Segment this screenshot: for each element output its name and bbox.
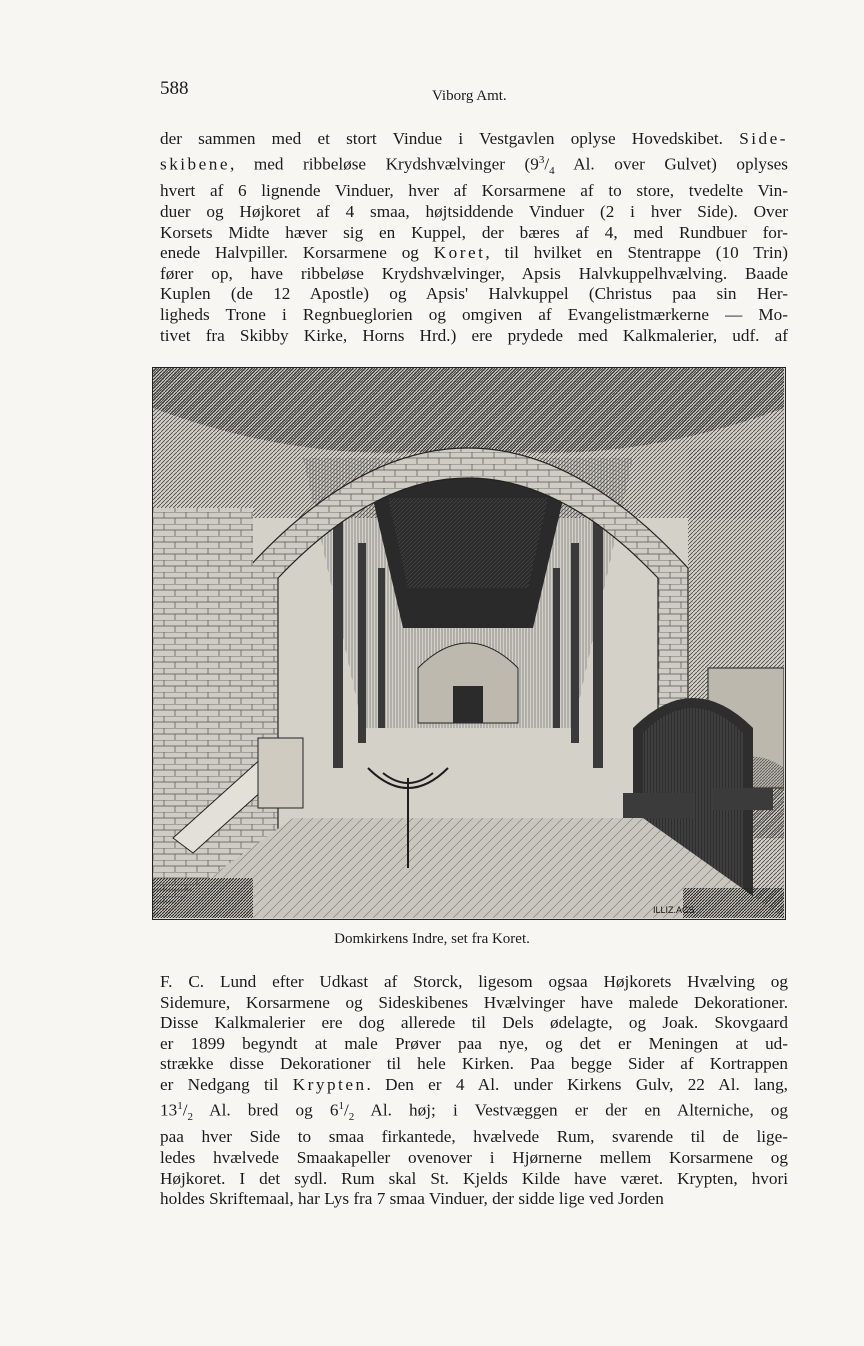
text-line: Disse Kalkmalerier ere dog allerede til Dels ødelagte, og Joak. Skovgaard (160, 1013, 788, 1033)
text-line: duer og Højkoret af 4 smaa, højtsiddende Vinduer (2 i hver Side). Over (160, 201, 788, 221)
page-number: 588 (160, 78, 189, 99)
text-line: paa hver Side to smaa firkantede, hvælvede Rum, svarende til de lige- (160, 1127, 788, 1147)
fraction-numerator: 1 (338, 1099, 344, 1112)
fraction-slash: / (544, 154, 550, 174)
text-line: ledes hvælvede Smaakapeller ovenover i Hjørnerne mellem Korsarmene og (160, 1147, 788, 1167)
spaced-word: Koret (433, 243, 486, 263)
text-line: er 1899 begyndt at male Prøver paa nye, og det er Meningen at ud- (160, 1033, 788, 1053)
text-line (160, 1096, 788, 1128)
paragraph-2 (160, 972, 788, 1210)
fraction-slash: / (182, 1100, 188, 1120)
text-run: 13 (160, 1100, 178, 1120)
text-run: der sammen med et stort Vindue i Vestgavlen oplyse Hovedskibet. (160, 129, 723, 148)
spaced-word: skibene (160, 154, 231, 174)
spaced-word: Side- (739, 129, 788, 148)
text-line: ligheds Trone i Regnbueglorien og omgiven af Evangelistmærkerne — Mo- (160, 304, 788, 324)
text-line: holdes Skriftemaal, har Lys fra 7 smaa Vinduer, der sidde lige ved Jorden (160, 1189, 664, 1209)
text-run: , til hvilket en Stentrappe (10 Trin) (485, 243, 788, 263)
running-head: Viborg Amt. (432, 88, 507, 104)
fraction-slash: / (343, 1100, 349, 1120)
cathedral-interior-engraving (152, 367, 786, 920)
fraction-denominator: 2 (187, 1110, 193, 1123)
text-line: Korsets Midte hæver sig en Kuppel, der bæres af 4, med Rundbuer for- (160, 222, 788, 242)
text-line: strække disse Dekorationer til hele Kirken. Paa begge Sider af Kortrappen (160, 1054, 788, 1074)
engraver-signature: ILLIZ.ACS (653, 905, 695, 915)
fraction-denominator: 2 (348, 1110, 355, 1123)
fraction-denominator: 4 (549, 164, 555, 177)
text-line (160, 150, 788, 182)
text-line (160, 129, 788, 150)
text-run: enede Halvpiller. Korsarmene og (160, 243, 434, 263)
text-line: Kuplen (de 12 Apostle) og Apsis' Halvkuppel (Christus paa sin Her- (160, 284, 788, 304)
text-run: Al. bred og 6 (192, 1100, 339, 1120)
text-line: fører op, have ribbeløse Krydshvælvinger, Apsis Halvkuppelhvælving. Baade (160, 263, 788, 283)
text-line: Højkoret. I det sydl. Rum skal St. Kjelds Kilde have været. Krypten, hvori (160, 1168, 788, 1188)
text-line (160, 1075, 788, 1096)
text-run: , med ribbeløse Krydshvælvinger (9 (230, 154, 539, 174)
fraction-numerator: 1 (177, 1099, 183, 1112)
paragraph-1 (160, 129, 788, 346)
text-line: Sidemure, Korsarmene og Sideskibenes Hvælvinger have malede Dekorationer. (160, 992, 788, 1012)
text-line (160, 243, 788, 264)
text-line: F. C. Lund efter Udkast af Storck, ligesom ogsaa Højkorets Hvælving og (160, 972, 788, 991)
text-run: Al. over Gulvet) oplyses (554, 154, 788, 174)
text-run: er Nedgang til (160, 1074, 293, 1094)
text-line: hvert af 6 lignende Vinduer, hver af Korsarmene af to store, tvedelte Vin- (160, 181, 788, 201)
text-run: . Den er 4 Al. under Kirkens Gulv, 22 Al. lang, (366, 1074, 788, 1094)
text-line: tivet fra Skibby Kirke, Horns Hrd.) ere prydede med Kalkmalerier, udf. af (160, 325, 788, 345)
spaced-word: Krypten (292, 1074, 367, 1094)
text-run: Al. høj; i Vestvæggen er der en Alterniche, og (354, 1100, 788, 1120)
fraction-numerator: 3 (538, 153, 545, 166)
figure-caption: Domkirkens Indre, set fra Koret. (334, 931, 530, 947)
